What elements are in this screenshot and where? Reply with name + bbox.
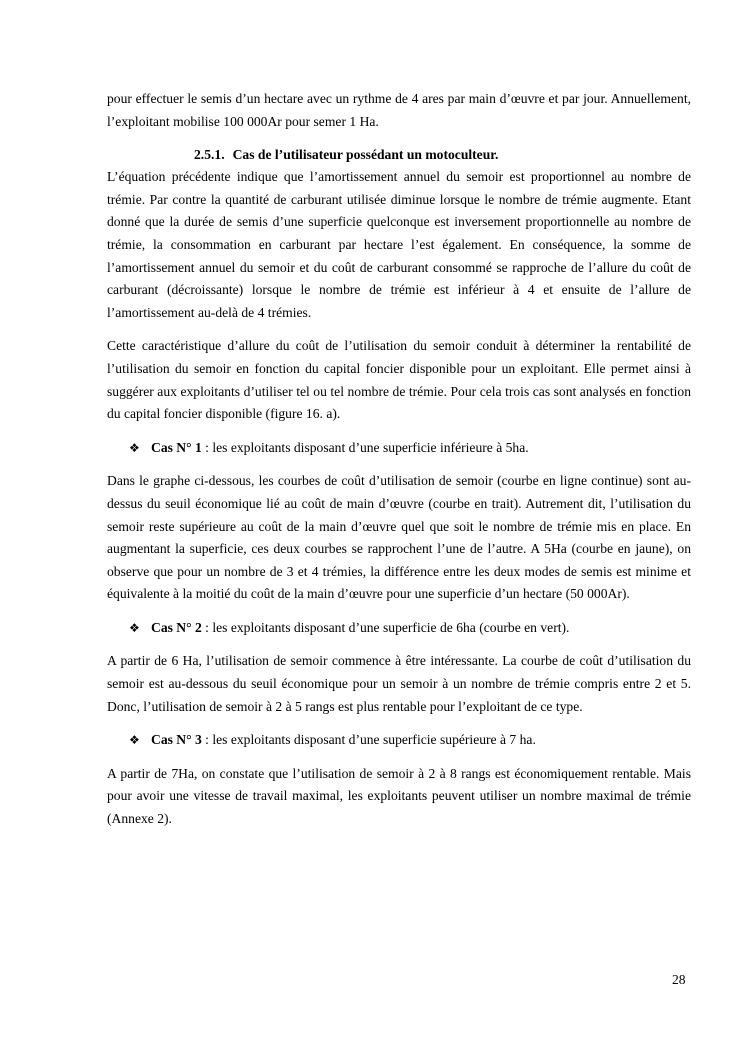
paragraph-equation: L’équation précédente indique que l’amortissement annuel du semoir est proportionnel au nombre de trémie. Par contre la quantité de carburant utilisée diminue lorsque le nombre de trémie augmente. Etant donné que la durée de semis d’une superficie quelconque est inversement proportionnelle au nombre de trémie, la consommation en carburant par hectare l’est également. En conséquence, la somme de l’amortissement annuel du semoir et du coût de carburant consommé se rapproche de l’allure du coût de carburant (décroissante) lorsque le nombre de trémie est inférieur à 4 et ensuite de l’allure de l’amortissement au-delà de 4 trémies. (107, 169, 691, 320)
case-3-item (107, 729, 691, 752)
section-heading (107, 144, 691, 166)
paragraph-caracteristique: Cette caractéristique d’allure du coût de l’utilisation du semoir conduit à déterminer la rentabilité de l’utilisation du semoir en fonction du capital foncier disponible pour un exploitant. Elle permet ainsi à suggérer aux exploitants d’utiliser tel ou tel nombre de trémie. Pour cela trois cas sont analysés en fonction du capital foncier disponible (figure 16. a). (107, 338, 691, 422)
case-1-label: Cas N° 1 (151, 439, 202, 455)
section-number: 2.5.1. (194, 147, 225, 163)
diamond-bullet-icon: ❖ (129, 733, 140, 748)
paragraph-case-1: Dans le graphe ci-dessous, les courbes de coût d’utilisation de semoir (courbe en ligne continue) sont au-dessus du seuil économique lié au coût de main d’œuvre (courbe en trait). Autrement dit, l’utilisation du semoir reste supérieure au coût de la main d’œuvre quel que soit le nombre de trémie mis en place. En augmentant la superficie, ces deux courbes se rapprochent l’une de l’autre. A 5Ha (courbe en jaune), on observe que pour un nombre de 3 et 4 trémies, la différence entre les deux modes de semis est minime et équivalente à la moitié du coût de la main d’œuvre pour une superficie d’un hectare (50 000Ar). (107, 473, 691, 602)
paragraph-intro: pour effectuer le semis d’un hectare avec un rythme de 4 ares par main d’œuvre et par jour. Annuellement, l’exploitant mobilise 100 000Ar pour semer 1 Ha. (107, 91, 691, 129)
diamond-bullet-icon: ❖ (129, 440, 140, 455)
case-1-text: : les exploitants disposant d’une superficie inférieure à 5ha. (201, 439, 529, 455)
case-3-text: : les exploitants disposant d’une superficie supérieure à 7 ha. (201, 732, 536, 748)
case-2-label: Cas N° 2 (151, 619, 202, 635)
case-3-label: Cas N° 3 (151, 732, 202, 748)
case-1-item (107, 437, 691, 460)
document-page (107, 88, 691, 842)
paragraph-case-2: A partir de 6 Ha, l’utilisation de semoir commence à être intéressante. La courbe de coût d’utilisation du semoir est au-dessous du seuil économique pour un semoir à un nombre de trémie compris entre 2 et 5. Donc, l’utilisation de semoir à 2 à 5 rangs est plus rentable pour l’exploitant de ce type. (107, 653, 691, 714)
case-2-text: : les exploitants disposant d’une superficie de 6ha (courbe en vert). (201, 619, 570, 635)
page-number: 28 (672, 972, 686, 987)
paragraph-case-3: A partir de 7Ha, on constate que l’utilisation de semoir à 2 à 8 rangs est économiquement rentable. Mais pour avoir une vitesse de travail maximal, les exploitants peuvent utiliser un nombre maximal de trémie (Annexe 2). (107, 765, 691, 827)
case-2-item (107, 617, 691, 640)
diamond-bullet-icon: ❖ (129, 620, 140, 635)
section-title: Cas de l’utilisateur possédant un motoculteur. (232, 147, 499, 163)
